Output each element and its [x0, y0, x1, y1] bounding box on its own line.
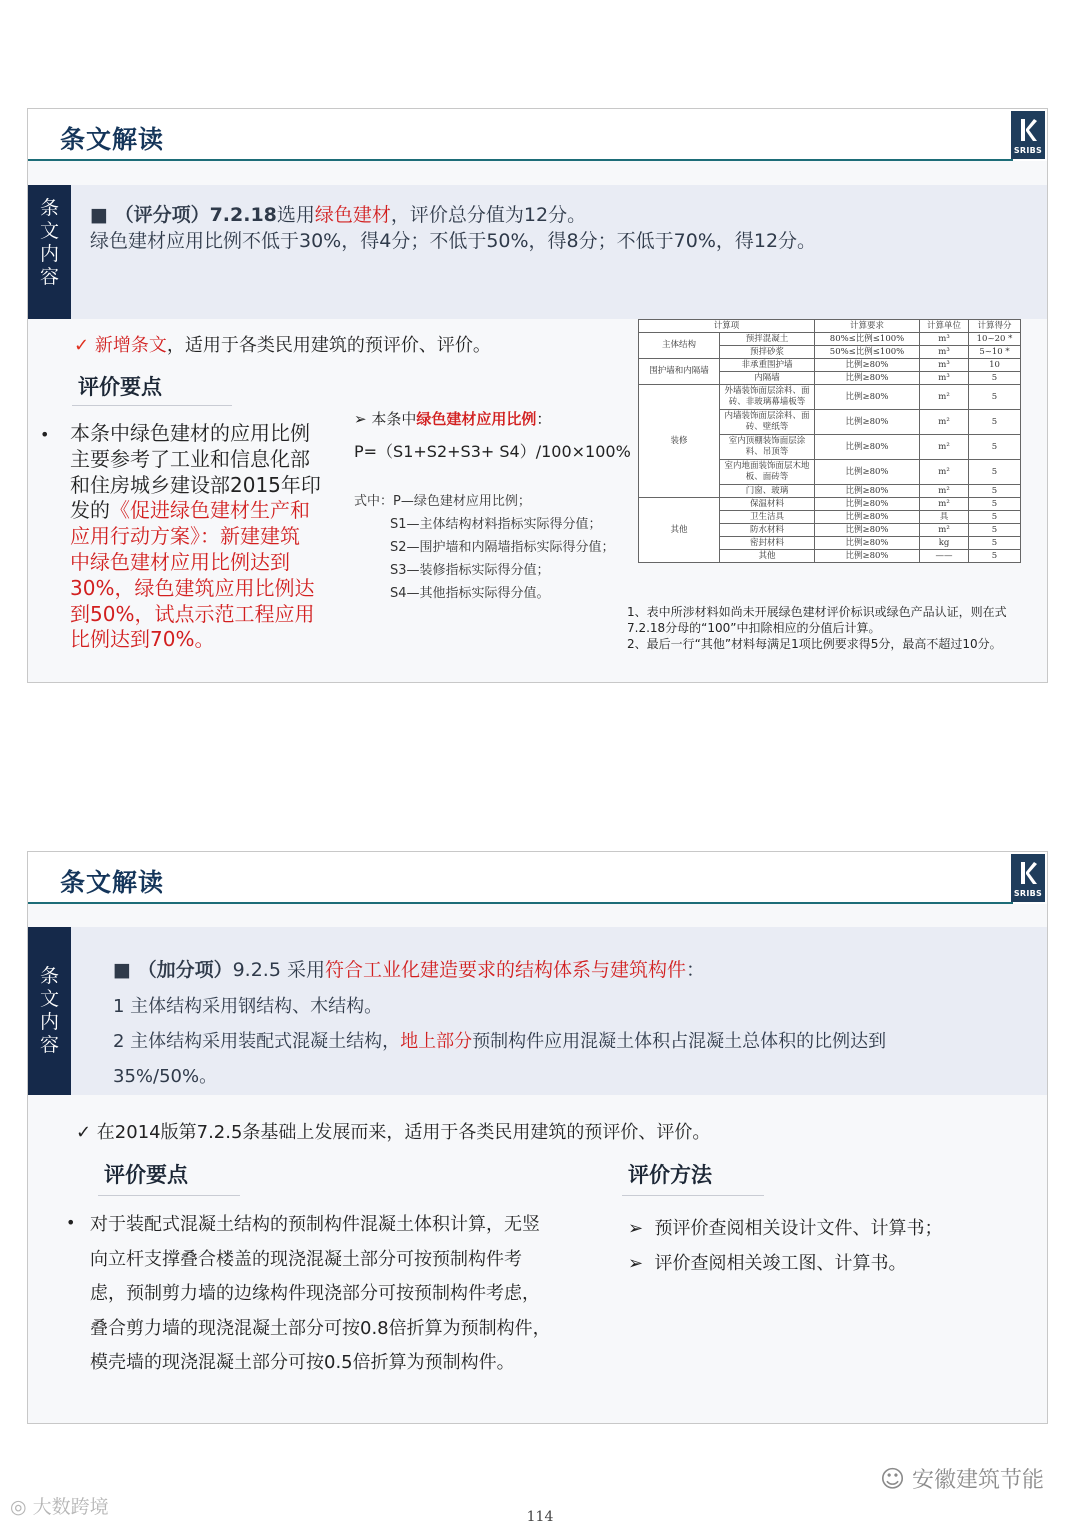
table-row: 主体结构 预拌混凝土 80%≤比例≤100% m³ 10~20 *	[639, 333, 1021, 346]
method-item-2: ➢ 评价查阅相关竣工图、计算书。	[628, 1253, 907, 1274]
sribs-logo	[1011, 111, 1045, 159]
header-divider	[28, 902, 1013, 904]
formula-def-s3: S3—装修指标实际得分值；	[390, 563, 550, 578]
formula-def-s1: S1—主体结构材料指标实际得分值；	[390, 517, 602, 532]
table-notes: 1、表中所涉材料如尚未开展绿色建材评价标识或绿色产品认证，则在式 7.2.18分母的“100”中扣除相应的分值后计算。 2、最后一行“其他”材料每满足1项比例要求得5分，最高不超过10分。	[627, 605, 1007, 651]
table-row: 其他 保温材料 比例≥80% m² 5	[639, 498, 1021, 511]
clause-line-1: ■ （评分项）7.2.18选用绿色建材，评价总分值为12分。	[90, 204, 587, 226]
check-icon: ✓	[74, 335, 90, 356]
arrow-bullet-icon: ➢	[354, 410, 367, 428]
formula-def-s2: S2—围护墙和内隔墙指标实际得分值；	[390, 540, 615, 555]
header-divider	[28, 159, 1013, 161]
slide-green-materials	[27, 108, 1048, 683]
heading-underline	[98, 1195, 240, 1196]
formula-def-p: 式中：P—绿色建材应用比例；	[354, 494, 531, 509]
wechat-icon: ☺	[879, 1465, 905, 1493]
arrow-bullet-icon: ➢	[628, 1218, 644, 1239]
table-row: 密封材料 比例≥80% kg 5	[639, 537, 1021, 550]
clause-line-2: 绿色建材应用比例不低于30%，得4分；不低于50%，得8分；不低于70%，得12分。	[90, 230, 817, 252]
key-points-text: 对于装配式混凝土结构的预制构件混凝土体积计算，无竖 向立杆支撑叠合楼盖的现浇混凝土部分可按预制构件考 虑，预制剪力墙的边缘构件现浇部分可按预制构件考虑， 叠合剪力墙的现浇混凝土部分可按0.8倍折算为预制构件， 模壳墙的现浇混凝土部分可按0.5倍折算为预制构件。	[90, 1214, 551, 1373]
clause-band	[28, 185, 1047, 319]
side-label	[28, 185, 71, 319]
slide-title: 条文解读	[60, 125, 165, 154]
method-heading: 评价方法	[628, 1163, 712, 1187]
heading-underline	[72, 405, 232, 406]
bullet-icon: •	[40, 425, 50, 444]
side-label-chars: 条 文 内 容	[39, 197, 59, 288]
key-points-heading: 评价要点	[104, 1163, 188, 1187]
clause-item-2-cont: 35%/50%。	[113, 1066, 218, 1087]
key-points-text: 本条中绿色建材的应用比例 主要参考了工业和信息化部 和住房城乡建设部2015年印 发的《促进绿色建材生产和 应用行动方案》：新建建筑 中绿色建材应用比例达到 30%，绿色建筑应用比例达 到50%，试点示范工程应用 比例达到70%。	[70, 421, 321, 652]
slide-title: 条文解读	[60, 868, 165, 897]
table-header-row: 计算项 计算要求 计算单位 计算得分	[639, 320, 1021, 333]
sribs-logo-icon	[1018, 117, 1038, 143]
sribs-logo-icon	[1018, 860, 1038, 886]
sribs-logo	[1011, 854, 1045, 902]
table-row: 室内顶棚装饰面层涂料、吊顶等 比例≥80% m² 5	[639, 435, 1021, 460]
table-row: 卫生洁具 比例≥80% 具 5	[639, 511, 1021, 524]
arrow-bullet-icon: ➢	[628, 1253, 644, 1274]
wechat-watermark: ☺ 安徽建筑节能	[879, 1465, 1044, 1493]
key-points-heading: 评价要点	[78, 375, 162, 399]
clause-band	[28, 927, 1047, 1095]
logo-text: SRIBS	[1013, 146, 1043, 155]
table-row: 装修 外墙装饰面层涂料、面砖、非玻璃幕墙板等 比例≥80% m² 5	[639, 385, 1021, 410]
table-row: 门窗、玻璃 比例≥80% m² 5	[639, 485, 1021, 498]
clause-line-1: ■ （加分项）9.2.5 采用符合工业化建造要求的结构体系与建筑构件：	[113, 959, 705, 981]
slide-header	[28, 109, 1047, 161]
table-row: 其他 比例≥80% —— 5	[639, 550, 1021, 563]
clause-item-2: 2 主体结构采用装配式混凝土结构，地上部分预制构件应用混凝土体积占混凝土总体积的比例达到	[113, 1031, 887, 1052]
side-label-chars: 条 文 内 容	[39, 965, 59, 1056]
corner-watermark: ◎ 大数跨境	[10, 1496, 109, 1518]
clause-item-1: 1 主体结构采用钢结构、木结构。	[113, 996, 383, 1017]
method-item-1: ➢ 预评价查阅相关设计文件、计算书；	[628, 1218, 943, 1239]
table-row: 内墙装饰面层涂料、面砖、壁纸等 比例≥80% m² 5	[639, 410, 1021, 435]
slide-header	[28, 852, 1047, 904]
formula-def-s4: S4—其他指标实际得分值。	[390, 586, 550, 601]
calculation-table	[638, 319, 1021, 563]
side-label	[28, 927, 71, 1095]
table-row: 围护墙和内隔墙 非承重围护墙 比例≥80% m³ 10	[639, 359, 1021, 372]
origin-note: ✓ 在2014版第7.2.5条基础上发展而来，适用于各类民用建筑的预评价、评价。	[76, 1122, 711, 1143]
table-row: 内隔墙 比例≥80% m³ 5	[639, 372, 1021, 385]
watermark-logo-icon: ◎	[10, 1496, 27, 1518]
table-row: 室内地面装饰面层木地板、面砖等 比例≥80% m² 5	[639, 460, 1021, 485]
table-row: 预拌砂浆 50%≤比例≤100% m³ 5~10 *	[639, 346, 1021, 359]
formula-intro: ➢ 本条中绿色建材应用比例：	[354, 410, 552, 428]
heading-underline	[622, 1195, 764, 1196]
slide-industrialized-structure	[27, 851, 1048, 1424]
new-clause-note: ✓ 新增条文，适用于各类民用建筑的预评价、评价。	[74, 335, 491, 356]
bullet-icon: •	[66, 1213, 76, 1232]
formula-expression: P=（S1+S2+S3+ S4）/100×100%	[354, 442, 631, 461]
logo-text: SRIBS	[1013, 889, 1043, 898]
page-number: 114	[526, 1509, 554, 1525]
table-row: 防水材料 比例≥80% m² 5	[639, 524, 1021, 537]
